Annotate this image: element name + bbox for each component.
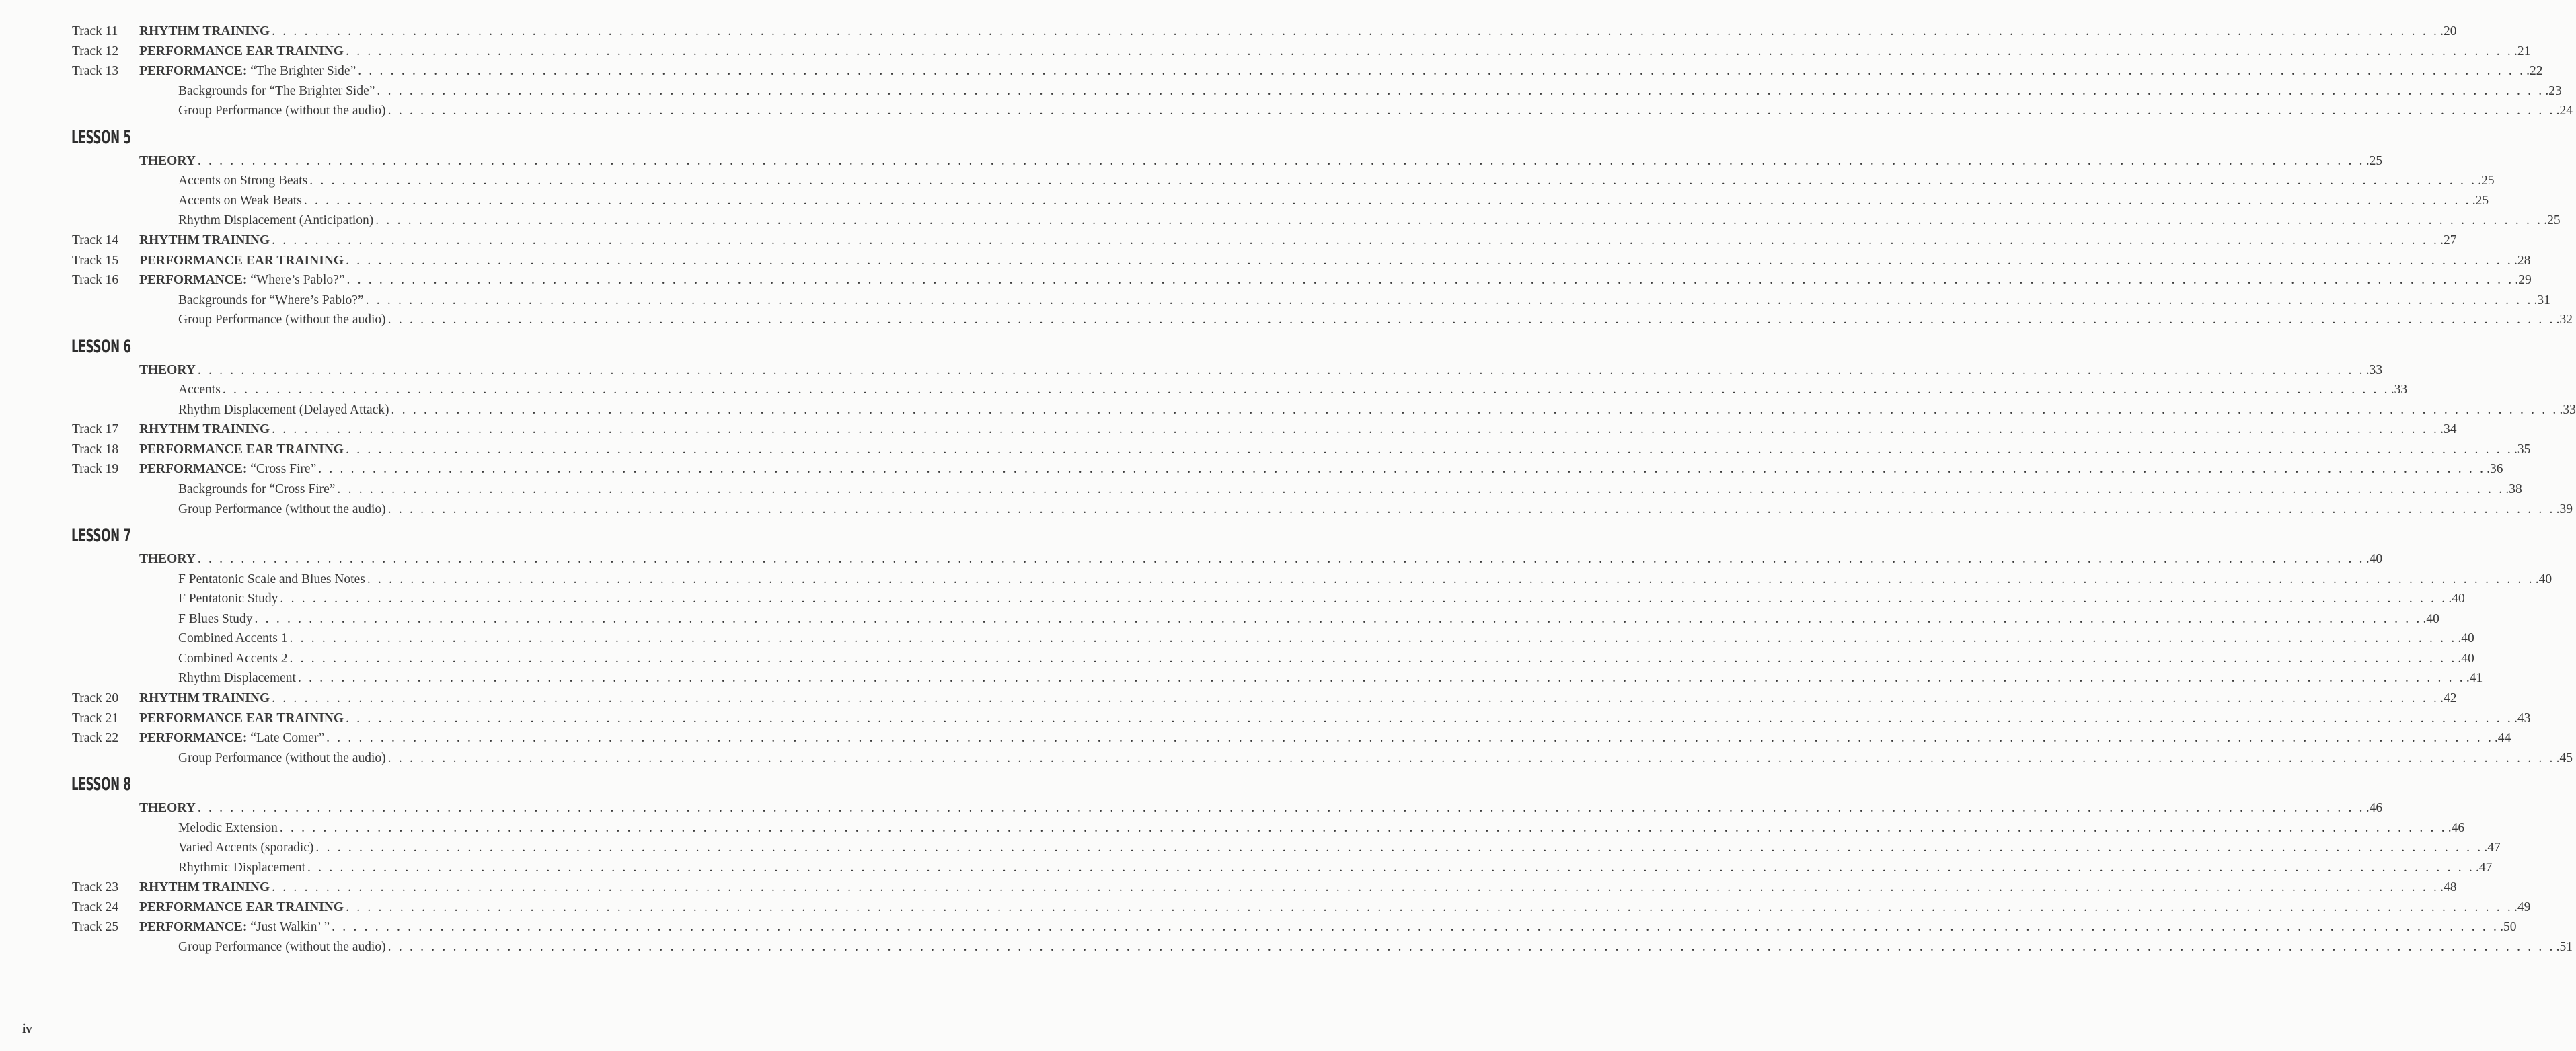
lesson-heading: LESSON 6 xyxy=(71,336,131,357)
dot-leader: . . . . . . . . . . . . . . . . . . . . . . . . . . . . . . . . . . . . . . . . . . . . . . . . . . . . . . . . . . . . . . . . . . . . . . . . . . . . . . . . . . . . . . . . . . . . . . . . . . . . . . . . . . . . . . . . . . . . . . . . . . . . . . . . . . . . . . . . . . . . . . . . . . . . . . . . . . . . . . . . . . . . . . . . . . . . . . . . . . . . . . . . . . . . . . . . . . . . . . . . xyxy=(346,44,2513,59)
entry-title xyxy=(139,361,196,380)
dot-leader: . . . . . . . . . . . . . . . . . . . . . . . . . . . . . . . . . . . . . . . . . . . . . . . . . . . . . . . . . . . . . . . . . . . . . . . . . . . . . . . . . . . . . . . . . . . . . . . . . . . . . . . . . . . . . . . . . . . . . . . . . . . . . . . . . . . . . . . . . . . . . . . . . . . . . . . . . . . . . . . . . . . . . . . . . . . . . . . . . . . . . . . . . . . . . . . . . . . . . . . . xyxy=(272,24,2439,38)
toc-entry xyxy=(178,171,2495,190)
dot-leader: . . . . . . . . . . . . . . . . . . . . . . . . . . . . . . . . . . . . . . . . . . . . . . . . . . . . . . . . . . . . . . . . . . . . . . . . . . . . . . . . . . . . . . . . . . . . . . . . . . . . . . . . . . . . . . . . . . . . . . . . . . . . . . . . . . . . . . . . . . . . . . . . . . . . . . . . . . . . . . . . . . . . . . . . . . . . . . . . . . . . . . . . . . . . . . . . . . . . . . . . xyxy=(297,671,2465,686)
entry-title: Accents on Weak Beats xyxy=(178,193,302,208)
toc-row[interactable] xyxy=(0,550,2383,569)
track-label: Track 14 xyxy=(72,233,119,247)
toc-entry xyxy=(139,361,2383,380)
toc-entry xyxy=(139,918,2517,937)
dot-leader: . . . . . . . . . . . . . . . . . . . . . . . . . . . . . . . . . . . . . . . . . . . . . . . . . . . . . . . . . . . . . . . . . . . . . . . . . . . . . . . . . . . . . . . . . . . . . . . . . . . . . . . . . . . . . . . . . . . . . . . . . . . . . . . . . . . . . . . . . . . . . . . . . . . . . . . . . . . . . . . . . . . . . . . . . . . . . . . . . . . . . . . . . . . . . . . . . . . . . . . . xyxy=(367,572,2534,586)
entry-title: F Pentatonic Scale and Blues Notes xyxy=(178,572,365,586)
entry-title: Group Performance (without the audio) xyxy=(178,313,386,327)
dot-leader: . . . . . . . . . . . . . . . . . . . . . . . . . . . . . . . . . . . . . . . . . . . . . . . . . . . . . . . . . . . . . . . . . . . . . . . . . . . . . . . . . . . . . . . . . . . . . . . . . . . . . . . . . . . . . . . . . . . . . . . . . . . . . . . . . . . . . . . . . . . . . . . . . . . . . . . . . . . . . . . . . . . . . . . . . . . . . . . . . . . . . . . . . . . . . . . . . . . . . . . . xyxy=(332,920,2499,935)
toc-entry xyxy=(178,102,2573,120)
entry-title xyxy=(139,231,270,250)
toc-entry xyxy=(139,689,2457,708)
entry-title: Group Performance (without the audio) xyxy=(178,104,386,118)
dot-leader: . . . . . . . . . . . . . . . . . . . . . . . . . . . . . . . . . . . . . . . . . . . . . . . . . . . . . . . . . . . . . . . . . . . . . . . . . . . . . . . . . . . . . . . . . . . . . . . . . . . . . . . . . . . . . . . . . . . . . . . . . . . . . . . . . . . . . . . . . . . . . . . . . . . . . . . . . . . . . . . . . . . . . . . . . . . . . . . . . . . . . . . . . . . . . . . . . . . . . . . . xyxy=(309,173,2477,188)
toc-row[interactable] xyxy=(0,420,2457,439)
toc-row[interactable] xyxy=(0,689,2457,708)
toc-row[interactable] xyxy=(0,938,2573,957)
entry-title: Backgrounds for “Where’s Pablo?” xyxy=(178,293,364,307)
toc-entry xyxy=(178,629,2474,648)
toc-row[interactable] xyxy=(0,709,2531,728)
dot-leader: . . . . . . . . . . . . . . . . . . . . . . . . . . . . . . . . . . . . . . . . . . . . . . . . . . . . . . . . . . . . . . . . . . . . . . . . . . . . . . . . . . . . . . . . . . . . . . . . . . . . . . . . . . . . . . . . . . . . . . . . . . . . . . . . . . . . . . . . . . . . . . . . . . . . . . . . . . . . . . . . . . . . . . . . . . . . . . . . . . . . . . . . . . . . . . . . . . . . . . . . xyxy=(326,731,2494,746)
track-label: Track 13 xyxy=(72,64,119,79)
entry-title-bold: RHYTHM TRAINING xyxy=(139,233,270,247)
page-ref: .46 xyxy=(2448,820,2465,835)
page-ref: .28 xyxy=(2514,253,2531,268)
track-label: Track 24 xyxy=(72,900,119,914)
entry-title: Rhythmic Displacement xyxy=(178,860,306,875)
toc-entry xyxy=(178,749,2573,768)
page-ref: .33 xyxy=(2559,402,2576,417)
dot-leader: . . . . . . . . . . . . . . . . . . . . . . . . . . . . . . . . . . . . . . . . . . . . . . . . . . . . . . . . . . . . . . . . . . . . . . . . . . . . . . . . . . . . . . . . . . . . . . . . . . . . . . . . . . . . . . . . . . . . . . . . . . . . . . . . . . . . . . . . . . . . . . . . . . . . . . . . . . . . . . . . . . . . . . . . . . . . . . . . . . . . . . . . . . . . . . . . . . . . . . . . xyxy=(272,422,2439,437)
page-ref: .22 xyxy=(2526,64,2543,79)
dot-leader: . . . . . . . . . . . . . . . . . . . . . . . . . . . . . . . . . . . . . . . . . . . . . . . . . . . . . . . . . . . . . . . . . . . . . . . . . . . . . . . . . . . . . . . . . . . . . . . . . . . . . . . . . . . . . . . . . . . . . . . . . . . . . . . . . . . . . . . . . . . . . . . . . . . . . . . . . . . . . . . . . . . . . . . . . . . . . . . . . . . . . . . . . . . . . . . . . . . . . . . . xyxy=(197,552,2365,567)
toc-row[interactable] xyxy=(0,311,2573,329)
entry-title xyxy=(139,62,356,81)
dot-leader: . . . . . . . . . . . . . . . . . . . . . . . . . . . . . . . . . . . . . . . . . . . . . . . . . . . . . . . . . . . . . . . . . . . . . . . . . . . . . . . . . . . . . . . . . . . . . . . . . . . . . . . . . . . . . . . . . . . . . . . . . . . . . . . . . . . . . . . . . . . . . . . . . . . . . . . . . . . . . . . . . . . . . . . . . . . . . . . . . . . . . . . . . . . . . . . . . . . . . . . . xyxy=(346,900,2513,914)
dot-leader: . . . . . . . . . . . . . . . . . . . . . . . . . . . . . . . . . . . . . . . . . . . . . . . . . . . . . . . . . . . . . . . . . . . . . . . . . . . . . . . . . . . . . . . . . . . . . . . . . . . . . . . . . . . . . . . . . . . . . . . . . . . . . . . . . . . . . . . . . . . . . . . . . . . . . . . . . . . . . . . . . . . . . . . . . . . . . . . . . . . . . . . . . . . . . . . . . . . . . . . . xyxy=(197,362,2365,377)
entry-title-bold: THEORY xyxy=(139,153,196,168)
page-ref: .38 xyxy=(2505,482,2522,496)
page-ref: .40 xyxy=(2535,572,2552,586)
entry-title-bold: RHYTHM TRAINING xyxy=(139,24,270,38)
entry-title xyxy=(139,918,330,937)
toc-row[interactable] xyxy=(0,859,2493,878)
page-ref: .29 xyxy=(2515,273,2532,288)
toc-row[interactable] xyxy=(0,590,2465,609)
track-label: Track 15 xyxy=(72,253,119,268)
page-ref: .48 xyxy=(2440,880,2457,895)
toc-row[interactable] xyxy=(0,211,2561,230)
dot-leader: . . . . . . . . . . . . . . . . . . . . . . . . . . . . . . . . . . . . . . . . . . . . . . . . . . . . . . . . . . . . . . . . . . . . . . . . . . . . . . . . . . . . . . . . . . . . . . . . . . . . . . . . . . . . . . . . . . . . . . . . . . . . . . . . . . . . . . . . . . . . . . . . . . . . . . . . . . . . . . . . . . . . . . . . . . . . . . . . . . . . . . . . . . . . . . . . . . . . . . . . xyxy=(272,233,2439,247)
entry-title: F Pentatonic Study xyxy=(178,592,278,607)
toc-row[interactable] xyxy=(0,918,2517,937)
entry-title-rest: “The Brighter Side” xyxy=(247,64,356,79)
toc-entry xyxy=(139,42,2531,61)
toc-row[interactable] xyxy=(0,799,2383,818)
entry-title-bold: PERFORMANCE EAR TRAINING xyxy=(139,900,344,914)
toc-row[interactable] xyxy=(0,669,2483,688)
entry-title: Backgrounds for “The Brighter Side” xyxy=(178,83,375,98)
entry-title-bold: PERFORMANCE: xyxy=(139,273,248,288)
page-ref: .40 xyxy=(2423,611,2439,626)
entry-title-rest: “Cross Fire” xyxy=(247,462,317,477)
entry-title-bold: PERFORMANCE: xyxy=(139,920,248,935)
entry-title-rest: “Where’s Pablo?” xyxy=(247,273,345,288)
page-ref: .40 xyxy=(2458,651,2474,666)
dot-leader: . . . . . . . . . . . . . . . . . . . . . . . . . . . . . . . . . . . . . . . . . . . . . . . . . . . . . . . . . . . . . . . . . . . . . . . . . . . . . . . . . . . . . . . . . . . . . . . . . . . . . . . . . . . . . . . . . . . . . . . . . . . . . . . . . . . . . . . . . . . . . . . . . . . . . . . . . . . . . . . . . . . . . . . . . . . . . . . . . . . . . . . . . . . . . . . . . . . . . . . . xyxy=(375,213,2543,228)
entry-title xyxy=(139,729,324,748)
entry-title-bold: PERFORMANCE: xyxy=(139,64,248,79)
page-ref: .27 xyxy=(2440,233,2457,247)
toc-entry xyxy=(178,938,2573,957)
dot-leader: . . . . . . . . . . . . . . . . . . . . . . . . . . . . . . . . . . . . . . . . . . . . . . . . . . . . . . . . . . . . . . . . . . . . . . . . . . . . . . . . . . . . . . . . . . . . . . . . . . . . . . . . . . . . . . . . . . . . . . . . . . . . . . . . . . . . . . . . . . . . . . . . . . . . . . . . . . . . . . . . . . . . . . . . . . . . . . . . . . . . . . . . . . . . . . . . . . . . . . . . xyxy=(346,711,2513,726)
dot-leader: . . . . . . . . . . . . . . . . . . . . . . . . . . . . . . . . . . . . . . . . . . . . . . . . . . . . . . . . . . . . . . . . . . . . . . . . . . . . . . . . . . . . . . . . . . . . . . . . . . . . . . . . . . . . . . . . . . . . . . . . . . . . . . . . . . . . . . . . . . . . . . . . . . . . . . . . . . . . . . . . . . . . . . . . . . . . . . . . . . . . . . . . . . . . . . . . . . . . . . . . xyxy=(315,841,2483,855)
toc-entry xyxy=(139,251,2531,270)
toc-row[interactable] xyxy=(0,729,2511,748)
toc-row[interactable] xyxy=(0,231,2457,250)
page-ref: .40 xyxy=(2365,552,2383,567)
toc-entry xyxy=(178,401,2576,420)
toc-row[interactable] xyxy=(0,610,2439,629)
page-number: iv xyxy=(22,1022,32,1036)
toc-row[interactable] xyxy=(0,82,2562,101)
toc-entry xyxy=(178,381,2408,399)
toc-row[interactable] xyxy=(0,251,2531,270)
toc-row[interactable] xyxy=(0,152,2383,171)
page-ref: .51 xyxy=(2556,940,2573,954)
toc-entry xyxy=(139,231,2457,250)
track-label: Track 23 xyxy=(72,880,119,895)
toc-row[interactable] xyxy=(0,500,2573,519)
entry-title-bold: RHYTHM TRAINING xyxy=(139,422,270,437)
entry-title xyxy=(139,799,196,818)
page-ref: .21 xyxy=(2514,44,2531,59)
toc-entry xyxy=(178,590,2465,609)
toc-entry xyxy=(178,819,2465,838)
page-ref: .25 xyxy=(2478,173,2495,188)
toc-row[interactable] xyxy=(0,898,2531,917)
toc-row[interactable] xyxy=(0,878,2457,897)
dot-leader: . . . . . . . . . . . . . . . . . . . . . . . . . . . . . . . . . . . . . . . . . . . . . . . . . . . . . . . . . . . . . . . . . . . . . . . . . . . . . . . . . . . . . . . . . . . . . . . . . . . . . . . . . . . . . . . . . . . . . . . . . . . . . . . . . . . . . . . . . . . . . . . . . . . . . . . . . . . . . . . . . . . . . . . . . . . . . . . . . . . . . . . . . . . . . . . . . . . . . . . . xyxy=(358,64,2526,79)
toc-row[interactable] xyxy=(0,102,2573,120)
page-ref: .39 xyxy=(2556,502,2573,516)
toc-row[interactable] xyxy=(0,271,2532,290)
lesson-heading: LESSON 5 xyxy=(71,126,131,148)
dot-leader: . . . . . . . . . . . . . . . . . . . . . . . . . . . . . . . . . . . . . . . . . . . . . . . . . . . . . . . . . . . . . . . . . . . . . . . . . . . . . . . . . . . . . . . . . . . . . . . . . . . . . . . . . . . . . . . . . . . . . . . . . . . . . . . . . . . . . . . . . . . . . . . . . . . . . . . . . . . . . . . . . . . . . . . . . . . . . . . . . . . . . . . . . . . . . . . . . . . . . . . . xyxy=(272,691,2439,705)
toc-row[interactable] xyxy=(0,839,2501,857)
track-label: Track 16 xyxy=(72,273,119,288)
toc-entry xyxy=(139,460,2503,479)
dot-leader: . . . . . . . . . . . . . . . . . . . . . . . . . . . . . . . . . . . . . . . . . . . . . . . . . . . . . . . . . . . . . . . . . . . . . . . . . . . . . . . . . . . . . . . . . . . . . . . . . . . . . . . . . . . . . . . . . . . . . . . . . . . . . . . . . . . . . . . . . . . . . . . . . . . . . . . . . . . . . . . . . . . . . . . . . . . . . . . . . . . . . . . . . . . . . . . . . . . . . . . . xyxy=(346,253,2513,268)
track-label: Track 12 xyxy=(72,44,119,59)
entry-title: F Blues Study xyxy=(178,611,253,626)
dot-leader: . . . . . . . . . . . . . . . . . . . . . . . . . . . . . . . . . . . . . . . . . . . . . . . . . . . . . . . . . . . . . . . . . . . . . . . . . . . . . . . . . . . . . . . . . . . . . . . . . . . . . . . . . . . . . . . . . . . . . . . . . . . . . . . . . . . . . . . . . . . . . . . . . . . . . . . . . . . . . . . . . . . . . . . . . . . . . . . . . . . . . . . . . . . . . . . . . . . . . . . . xyxy=(280,592,2448,607)
page-ref: .49 xyxy=(2514,900,2531,914)
dot-leader: . . . . . . . . . . . . . . . . . . . . . . . . . . . . . . . . . . . . . . . . . . . . . . . . . . . . . . . . . . . . . . . . . . . . . . . . . . . . . . . . . . . . . . . . . . . . . . . . . . . . . . . . . . . . . . . . . . . . . . . . . . . . . . . . . . . . . . . . . . . . . . . . . . . . . . . . . . . . . . . . . . . . . . . . . . . . . . . . . . . . . . . . . . . . . . . . . . . . . . . . xyxy=(279,820,2447,835)
toc-entry xyxy=(139,729,2511,748)
entry-title xyxy=(139,878,270,897)
page-ref: .50 xyxy=(2500,920,2517,935)
dot-leader: . . . . . . . . . . . . . . . . . . . . . . . . . . . . . . . . . . . . . . . . . . . . . . . . . . . . . . . . . . . . . . . . . . . . . . . . . . . . . . . . . . . . . . . . . . . . . . . . . . . . . . . . . . . . . . . . . . . . . . . . . . . . . . . . . . . . . . . . . . . . . . . . . . . . . . . . . . . . . . . . . . . . . . . . . . . . . . . . . . . . . . . . . . . . . . . . . . . . . . . . xyxy=(289,631,2457,646)
track-label: Track 19 xyxy=(72,462,119,477)
toc-row[interactable] xyxy=(0,629,2474,648)
toc-row[interactable] xyxy=(0,381,2408,399)
dot-leader: . . . . . . . . . . . . . . . . . . . . . . . . . . . . . . . . . . . . . . . . . . . . . . . . . . . . . . . . . . . . . . . . . . . . . . . . . . . . . . . . . . . . . . . . . . . . . . . . . . . . . . . . . . . . . . . . . . . . . . . . . . . . . . . . . . . . . . . . . . . . . . . . . . . . . . . . . . . . . . . . . . . . . . . . . . . . . . . . . . . . . . . . . . . . . . . . . . . . . . . . xyxy=(387,104,2555,118)
page-ref: .25 xyxy=(2365,153,2383,168)
lesson-heading: LESSON 7 xyxy=(71,525,131,547)
toc-entry xyxy=(178,82,2562,101)
toc-entry xyxy=(139,62,2543,81)
toc-entry xyxy=(178,211,2561,230)
toc-row[interactable] xyxy=(0,171,2495,190)
track-label: Track 17 xyxy=(72,422,119,437)
page-ref: .41 xyxy=(2466,671,2483,686)
page-ref: .35 xyxy=(2514,442,2531,457)
dot-leader: . . . . . . . . . . . . . . . . . . . . . . . . . . . . . . . . . . . . . . . . . . . . . . . . . . . . . . . . . . . . . . . . . . . . . . . . . . . . . . . . . . . . . . . . . . . . . . . . . . . . . . . . . . . . . . . . . . . . . . . . . . . . . . . . . . . . . . . . . . . . . . . . . . . . . . . . . . . . . . . . . . . . . . . . . . . . . . . . . . . . . . . . . . . . . . . . . . . . . . . . xyxy=(303,193,2471,208)
entry-title xyxy=(139,898,344,917)
page-ref: .33 xyxy=(2365,362,2383,377)
entry-title-bold: RHYTHM TRAINING xyxy=(139,880,270,895)
toc-entry xyxy=(139,22,2457,41)
page-ref: .23 xyxy=(2545,83,2562,98)
entry-title: Backgrounds for “Cross Fire” xyxy=(178,482,336,496)
dot-leader: . . . . . . . . . . . . . . . . . . . . . . . . . . . . . . . . . . . . . . . . . . . . . . . . . . . . . . . . . . . . . . . . . . . . . . . . . . . . . . . . . . . . . . . . . . . . . . . . . . . . . . . . . . . . . . . . . . . . . . . . . . . . . . . . . . . . . . . . . . . . . . . . . . . . . . . . . . . . . . . . . . . . . . . . . . . . . . . . . . . . . . . . . . . . . . . . . . . . . . . . xyxy=(365,293,2533,307)
dot-leader: . . . . . . . . . . . . . . . . . . . . . . . . . . . . . . . . . . . . . . . . . . . . . . . . . . . . . . . . . . . . . . . . . . . . . . . . . . . . . . . . . . . . . . . . . . . . . . . . . . . . . . . . . . . . . . . . . . . . . . . . . . . . . . . . . . . . . . . . . . . . . . . . . . . . . . . . . . . . . . . . . . . . . . . . . . . . . . . . . . . . . . . . . . . . . . . . . . . . . . . . xyxy=(254,611,2422,626)
entry-title-bold: PERFORMANCE EAR TRAINING xyxy=(139,44,344,59)
toc-row[interactable] xyxy=(0,749,2573,768)
toc-row[interactable] xyxy=(0,650,2474,668)
toc-row[interactable] xyxy=(0,570,2552,589)
page-ref: .20 xyxy=(2440,24,2457,38)
toc-entry xyxy=(178,839,2501,857)
dot-leader: . . . . . . . . . . . . . . . . . . . . . . . . . . . . . . . . . . . . . . . . . . . . . . . . . . . . . . . . . . . . . . . . . . . . . . . . . . . . . . . . . . . . . . . . . . . . . . . . . . . . . . . . . . . . . . . . . . . . . . . . . . . . . . . . . . . . . . . . . . . . . . . . . . . . . . . . . . . . . . . . . . . . . . . . . . . . . . . . . . . . . . . . . . . . . . . . . . . . . . . . xyxy=(346,273,2514,288)
toc-entry xyxy=(178,192,2489,210)
entry-title-bold: RHYTHM TRAINING xyxy=(139,691,270,705)
dot-leader: . . . . . . . . . . . . . . . . . . . . . . . . . . . . . . . . . . . . . . . . . . . . . . . . . . . . . . . . . . . . . . . . . . . . . . . . . . . . . . . . . . . . . . . . . . . . . . . . . . . . . . . . . . . . . . . . . . . . . . . . . . . . . . . . . . . . . . . . . . . . . . . . . . . . . . . . . . . . . . . . . . . . . . . . . . . . . . . . . . . . . . . . . . . . . . . . . . . . . . . . xyxy=(387,940,2555,954)
page-ref: .40 xyxy=(2458,631,2474,646)
lesson-heading: LESSON 8 xyxy=(71,774,131,795)
entry-title-bold: PERFORMANCE EAR TRAINING xyxy=(139,711,344,726)
entry-title-bold: THEORY xyxy=(139,552,196,567)
dot-leader: . . . . . . . . . . . . . . . . . . . . . . . . . . . . . . . . . . . . . . . . . . . . . . . . . . . . . . . . . . . . . . . . . . . . . . . . . . . . . . . . . . . . . . . . . . . . . . . . . . . . . . . . . . . . . . . . . . . . . . . . . . . . . . . . . . . . . . . . . . . . . . . . . . . . . . . . . . . . . . . . . . . . . . . . . . . . . . . . . . . . . . . . . . . . . . . . . . . . . . . . xyxy=(391,402,2559,417)
track-label: Track 18 xyxy=(72,442,119,457)
toc-entry xyxy=(139,271,2532,290)
entry-title: Melodic Extension xyxy=(178,820,278,835)
toc-entry xyxy=(139,898,2531,917)
dot-leader: . . . . . . . . . . . . . . . . . . . . . . . . . . . . . . . . . . . . . . . . . . . . . . . . . . . . . . . . . . . . . . . . . . . . . . . . . . . . . . . . . . . . . . . . . . . . . . . . . . . . . . . . . . . . . . . . . . . . . . . . . . . . . . . . . . . . . . . . . . . . . . . . . . . . . . . . . . . . . . . . . . . . . . . . . . . . . . . . . . . . . . . . . . . . . . . . . . . . . . . . xyxy=(387,313,2555,327)
dot-leader: . . . . . . . . . . . . . . . . . . . . . . . . . . . . . . . . . . . . . . . . . . . . . . . . . . . . . . . . . . . . . . . . . . . . . . . . . . . . . . . . . . . . . . . . . . . . . . . . . . . . . . . . . . . . . . . . . . . . . . . . . . . . . . . . . . . . . . . . . . . . . . . . . . . . . . . . . . . . . . . . . . . . . . . . . . . . . . . . . . . . . . . . . . . . . . . . . . . . . . . . xyxy=(222,383,2390,397)
page-ref: .25 xyxy=(2472,193,2489,208)
page-ref: .24 xyxy=(2556,104,2573,118)
entry-title xyxy=(139,420,270,439)
dot-leader: . . . . . . . . . . . . . . . . . . . . . . . . . . . . . . . . . . . . . . . . . . . . . . . . . . . . . . . . . . . . . . . . . . . . . . . . . . . . . . . . . . . . . . . . . . . . . . . . . . . . . . . . . . . . . . . . . . . . . . . . . . . . . . . . . . . . . . . . . . . . . . . . . . . . . . . . . . . . . . . . . . . . . . . . . . . . . . . . . . . . . . . . . . . . . . . . . . . . . . . . xyxy=(272,880,2439,895)
dot-leader: . . . . . . . . . . . . . . . . . . . . . . . . . . . . . . . . . . . . . . . . . . . . . . . . . . . . . . . . . . . . . . . . . . . . . . . . . . . . . . . . . . . . . . . . . . . . . . . . . . . . . . . . . . . . . . . . . . . . . . . . . . . . . . . . . . . . . . . . . . . . . . . . . . . . . . . . . . . . . . . . . . . . . . . . . . . . . . . . . . . . . . . . . . . . . . . . . . . . . . . . xyxy=(337,482,2505,496)
entry-title-bold: THEORY xyxy=(139,362,196,377)
entry-title-bold: THEORY xyxy=(139,801,196,816)
track-label: Track 21 xyxy=(72,711,119,726)
dot-leader: . . . . . . . . . . . . . . . . . . . . . . . . . . . . . . . . . . . . . . . . . . . . . . . . . . . . . . . . . . . . . . . . . . . . . . . . . . . . . . . . . . . . . . . . . . . . . . . . . . . . . . . . . . . . . . . . . . . . . . . . . . . . . . . . . . . . . . . . . . . . . . . . . . . . . . . . . . . . . . . . . . . . . . . . . . . . . . . . . . . . . . . . . . . . . . . . . . . . . . . . xyxy=(197,153,2365,168)
toc-entry xyxy=(178,291,2550,310)
toc-entry xyxy=(178,669,2483,688)
toc-entry xyxy=(178,311,2573,329)
toc-row[interactable] xyxy=(0,192,2489,210)
toc-row[interactable] xyxy=(0,401,2576,420)
entry-title: Group Performance (without the audio) xyxy=(178,940,386,954)
dot-leader: . . . . . . . . . . . . . . . . . . . . . . . . . . . . . . . . . . . . . . . . . . . . . . . . . . . . . . . . . . . . . . . . . . . . . . . . . . . . . . . . . . . . . . . . . . . . . . . . . . . . . . . . . . . . . . . . . . . . . . . . . . . . . . . . . . . . . . . . . . . . . . . . . . . . . . . . . . . . . . . . . . . . . . . . . . . . . . . . . . . . . . . . . . . . . . . . . . . . . . . . xyxy=(346,442,2513,457)
entry-title-rest: “Late Comer” xyxy=(247,731,325,746)
page-ref: .34 xyxy=(2440,422,2457,437)
dot-leader: . . . . . . . . . . . . . . . . . . . . . . . . . . . . . . . . . . . . . . . . . . . . . . . . . . . . . . . . . . . . . . . . . . . . . . . . . . . . . . . . . . . . . . . . . . . . . . . . . . . . . . . . . . . . . . . . . . . . . . . . . . . . . . . . . . . . . . . . . . . . . . . . . . . . . . . . . . . . . . . . . . . . . . . . . . . . . . . . . . . . . . . . . . . . . . . . . . . . . . . . xyxy=(387,502,2555,516)
dot-leader: . . . . . . . . . . . . . . . . . . . . . . . . . . . . . . . . . . . . . . . . . . . . . . . . . . . . . . . . . . . . . . . . . . . . . . . . . . . . . . . . . . . . . . . . . . . . . . . . . . . . . . . . . . . . . . . . . . . . . . . . . . . . . . . . . . . . . . . . . . . . . . . . . . . . . . . . . . . . . . . . . . . . . . . . . . . . . . . . . . . . . . . . . . . . . . . . . . . . . . . . xyxy=(197,801,2365,816)
page-ref: .47 xyxy=(2475,860,2493,875)
toc-entry xyxy=(139,709,2531,728)
dot-leader: . . . . . . . . . . . . . . . . . . . . . . . . . . . . . . . . . . . . . . . . . . . . . . . . . . . . . . . . . . . . . . . . . . . . . . . . . . . . . . . . . . . . . . . . . . . . . . . . . . . . . . . . . . . . . . . . . . . . . . . . . . . . . . . . . . . . . . . . . . . . . . . . . . . . . . . . . . . . . . . . . . . . . . . . . . . . . . . . . . . . . . . . . . . . . . . . . . . . . . . . xyxy=(307,860,2474,875)
page-ref: .36 xyxy=(2487,462,2503,477)
entry-title: Combined Accents 1 xyxy=(178,631,288,646)
toc-row[interactable] xyxy=(0,22,2457,41)
page-ref: .40 xyxy=(2448,592,2465,607)
page-ref: .44 xyxy=(2495,731,2511,746)
page-ref: .43 xyxy=(2514,711,2531,726)
toc-row[interactable] xyxy=(0,460,2503,479)
toc-row[interactable] xyxy=(0,440,2531,459)
dot-leader: . . . . . . . . . . . . . . . . . . . . . . . . . . . . . . . . . . . . . . . . . . . . . . . . . . . . . . . . . . . . . . . . . . . . . . . . . . . . . . . . . . . . . . . . . . . . . . . . . . . . . . . . . . . . . . . . . . . . . . . . . . . . . . . . . . . . . . . . . . . . . . . . . . . . . . . . . . . . . . . . . . . . . . . . . . . . . . . . . . . . . . . . . . . . . . . . . . . . . . . . xyxy=(289,651,2457,666)
page-ref: .47 xyxy=(2484,841,2501,855)
entry-title xyxy=(139,152,196,171)
entry-title-rest: “Just Walkin’ ” xyxy=(247,920,330,935)
toc-entry xyxy=(178,500,2573,519)
entry-title xyxy=(139,689,270,708)
toc-entry xyxy=(139,420,2457,439)
toc-entry xyxy=(178,650,2474,668)
entry-title: Group Performance (without the audio) xyxy=(178,750,386,765)
dot-leader: . . . . . . . . . . . . . . . . . . . . . . . . . . . . . . . . . . . . . . . . . . . . . . . . . . . . . . . . . . . . . . . . . . . . . . . . . . . . . . . . . . . . . . . . . . . . . . . . . . . . . . . . . . . . . . . . . . . . . . . . . . . . . . . . . . . . . . . . . . . . . . . . . . . . . . . . . . . . . . . . . . . . . . . . . . . . . . . . . . . . . . . . . . . . . . . . . . . . . . . . xyxy=(377,83,2544,98)
entry-title xyxy=(139,42,344,61)
toc-entry xyxy=(178,859,2493,878)
entry-title-bold: PERFORMANCE: xyxy=(139,731,248,746)
toc-entry xyxy=(178,480,2522,499)
entry-title-bold: PERFORMANCE EAR TRAINING xyxy=(139,442,344,457)
track-label: Track 22 xyxy=(72,731,119,746)
entry-title: Accents on Strong Beats xyxy=(178,173,308,188)
toc-row[interactable] xyxy=(0,291,2550,310)
toc-row[interactable] xyxy=(0,361,2383,380)
entry-title xyxy=(139,22,270,41)
entry-title: Combined Accents 2 xyxy=(178,651,288,666)
entry-title: Rhythm Displacement (Delayed Attack) xyxy=(178,402,389,417)
toc-entry xyxy=(139,799,2383,818)
entry-title: Rhythm Displacement xyxy=(178,671,296,686)
entry-title: Varied Accents (sporadic) xyxy=(178,841,314,855)
page-ref: .31 xyxy=(2534,293,2550,307)
page-ref: .45 xyxy=(2556,750,2573,765)
dot-leader: . . . . . . . . . . . . . . . . . . . . . . . . . . . . . . . . . . . . . . . . . . . . . . . . . . . . . . . . . . . . . . . . . . . . . . . . . . . . . . . . . . . . . . . . . . . . . . . . . . . . . . . . . . . . . . . . . . . . . . . . . . . . . . . . . . . . . . . . . . . . . . . . . . . . . . . . . . . . . . . . . . . . . . . . . . . . . . . . . . . . . . . . . . . . . . . . . . . . . . . . xyxy=(387,750,2555,765)
toc-entry xyxy=(139,550,2383,569)
track-label: Track 20 xyxy=(72,691,119,705)
entry-title xyxy=(139,440,344,459)
track-label: Track 25 xyxy=(72,920,119,935)
toc-entry xyxy=(178,570,2552,589)
entry-title xyxy=(139,271,344,290)
page-ref: .42 xyxy=(2440,691,2457,705)
entry-title xyxy=(139,550,196,569)
toc-entry xyxy=(139,152,2383,171)
page-ref: .33 xyxy=(2390,383,2408,397)
toc-row[interactable] xyxy=(0,480,2522,499)
page-ref: .25 xyxy=(2544,213,2561,228)
entry-title-bold: PERFORMANCE EAR TRAINING xyxy=(139,253,344,268)
entry-title: Group Performance (without the audio) xyxy=(178,502,386,516)
toc-row[interactable] xyxy=(0,819,2465,838)
page-ref: .46 xyxy=(2365,801,2383,816)
track-label: Track 11 xyxy=(72,24,118,38)
entry-title-bold: PERFORMANCE: xyxy=(139,462,248,477)
toc-row[interactable] xyxy=(0,42,2531,61)
entry-title xyxy=(139,709,344,728)
toc-entry xyxy=(139,440,2531,459)
entry-title: Rhythm Displacement (Anticipation) xyxy=(178,213,374,228)
entry-title xyxy=(139,251,344,270)
dot-leader: . . . . . . . . . . . . . . . . . . . . . . . . . . . . . . . . . . . . . . . . . . . . . . . . . . . . . . . . . . . . . . . . . . . . . . . . . . . . . . . . . . . . . . . . . . . . . . . . . . . . . . . . . . . . . . . . . . . . . . . . . . . . . . . . . . . . . . . . . . . . . . . . . . . . . . . . . . . . . . . . . . . . . . . . . . . . . . . . . . . . . . . . . . . . . . . . . . . . . . . . xyxy=(318,462,2486,477)
entry-title xyxy=(139,460,316,479)
page-ref: .32 xyxy=(2556,313,2573,327)
toc-row[interactable] xyxy=(0,62,2543,81)
entry-title: Accents xyxy=(178,383,221,397)
toc-entry xyxy=(178,610,2439,629)
toc-entry xyxy=(139,878,2457,897)
